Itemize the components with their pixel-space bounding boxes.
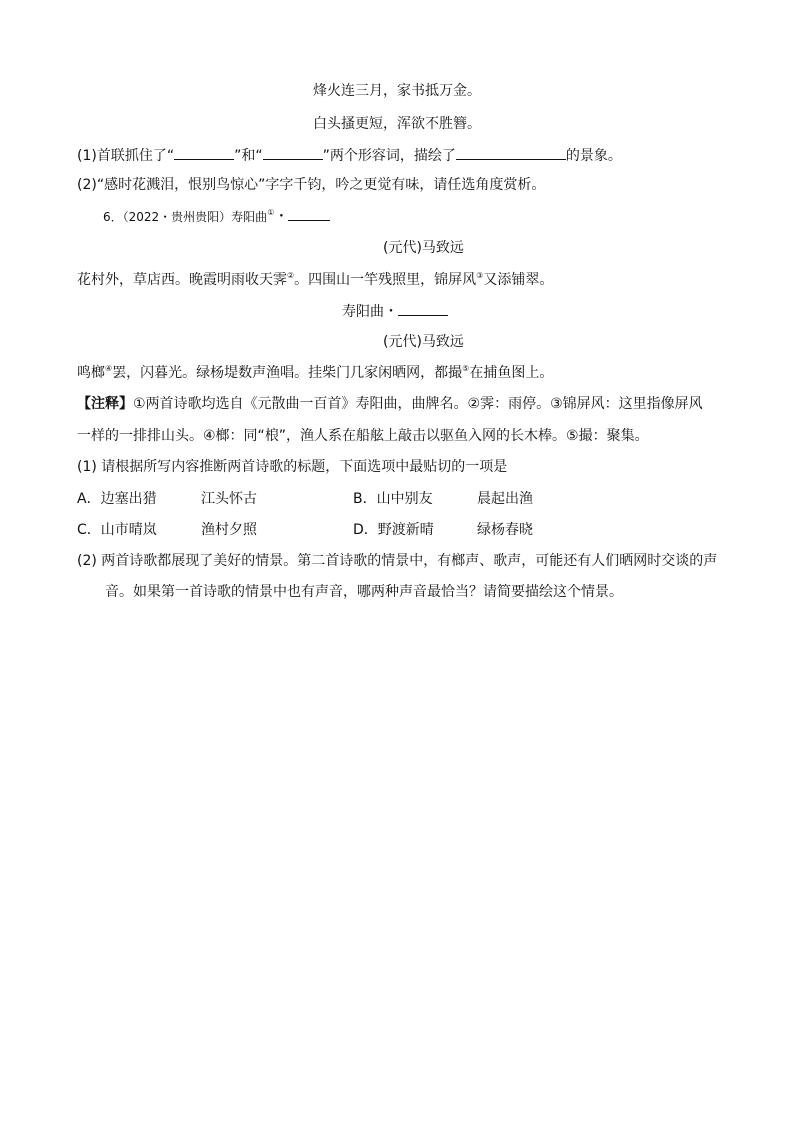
q6-poem1-footnote-2: ② bbox=[287, 271, 295, 280]
q6-poem2-b: 罢，闪暮光。绿杨堤数声渔唱。挂柴门几家闲晒网，都撮 bbox=[112, 365, 463, 381]
option-a-1[interactable]: A．边塞出猎 bbox=[77, 491, 157, 507]
q6-poem2-footnote-4: ④ bbox=[105, 364, 113, 373]
option-a-2: 江头怀古 bbox=[201, 491, 257, 507]
q6-poem2-footnote-5: ⑤ bbox=[462, 364, 470, 373]
option-d-2: 绿杨春晓 bbox=[477, 522, 533, 538]
q6-poem1-a: 花村外，草店西。晚霞明雨收天霁 bbox=[77, 272, 287, 288]
q6-poem2-a: 鸣榔 bbox=[77, 365, 105, 381]
q5-sub1-text-d: 的景象。 bbox=[565, 148, 622, 164]
q6-sub2-line1: (2) 两首诗歌都展现了美好的情景。第二首诗歌的情景中，有榔声、歌声，可能还有人们晒网时交谈的声 bbox=[77, 553, 718, 569]
q5-sub2: (2)“感时花溅泪，恨别鸟惊心”字字千钧，吟之更觉有味，请任选角度赏析。 bbox=[77, 177, 546, 193]
q6-poem2-c: 在捕鱼图上。 bbox=[469, 365, 554, 381]
q6-poem2 bbox=[77, 363, 553, 383]
q6-author2: (元代)马致远 bbox=[383, 334, 464, 350]
q6-poem1-footnote-3: ③ bbox=[476, 271, 484, 280]
title-blank-1[interactable] bbox=[288, 206, 330, 221]
poem1-line3: 烽火连三月，家书抵万金。 bbox=[313, 83, 481, 99]
option-d-1[interactable]: D．野渡新晴 bbox=[353, 522, 434, 538]
q6-poem1-b: 。四围山一竿残照里，锦屏风 bbox=[294, 272, 477, 288]
q6-author1: (元代)马致远 bbox=[383, 240, 464, 256]
title-blank-2[interactable] bbox=[398, 301, 448, 316]
q6-header-footnote-1: ① bbox=[267, 208, 275, 217]
q6-header bbox=[103, 206, 330, 227]
q5-sub1-text-c: ”两个形容词，描绘了 bbox=[322, 148, 456, 164]
answer-blank-2[interactable] bbox=[263, 145, 323, 160]
q5-sub1 bbox=[77, 145, 622, 166]
q6-note-line2: 一样的一排排山头。④榔：同“桹”，渔人系在船舷上敲击以驱鱼入网的长木棒。⑤撮：聚集。 bbox=[77, 428, 649, 444]
q6-sub1: (1) 请根据所写内容推断两首诗歌的标题，下面选项中最贴切的一项是 bbox=[77, 459, 508, 475]
q6-note-label: 【注释】 bbox=[77, 396, 133, 412]
q5-sub1-text-b: ”和“ bbox=[234, 148, 263, 164]
q6-sub2-line2: 音。如果第一首诗歌的情景中也有声音，哪两种声音最恰当？请简要描绘这个情景。 bbox=[105, 584, 623, 600]
poem1-line4: 白头搔更短，浑欲不胜簪。 bbox=[313, 116, 481, 132]
q6-note-text1: ①两首诗歌均选自《元散曲一百首》寿阳曲，曲牌名。②霁：雨停。③锦屏风：这里指像屏风 bbox=[133, 396, 703, 412]
q6-title2-text: 寿阳曲・ bbox=[342, 304, 398, 320]
q6-poem1 bbox=[77, 270, 553, 290]
q5-sub1-text-a: (1)首联抓住了“ bbox=[77, 148, 175, 164]
answer-blank-3[interactable] bbox=[456, 145, 566, 160]
q6-poem1-c: 又添铺翠。 bbox=[483, 272, 554, 288]
option-b-2: 晨起出渔 bbox=[477, 491, 533, 507]
option-c-2: 渔村夕照 bbox=[201, 522, 257, 538]
option-c-1[interactable]: C．山市晴岚 bbox=[77, 522, 157, 538]
option-b-1[interactable]: B．山中别友 bbox=[353, 491, 433, 507]
q6-note-line1 bbox=[77, 394, 703, 414]
q6-header-prefix: 6．（2022・贵州贵阳）寿阳曲 bbox=[103, 210, 268, 224]
q6-header-dot: ・ bbox=[274, 209, 289, 225]
q6-title2 bbox=[342, 301, 448, 322]
answer-blank-1[interactable] bbox=[174, 145, 234, 160]
